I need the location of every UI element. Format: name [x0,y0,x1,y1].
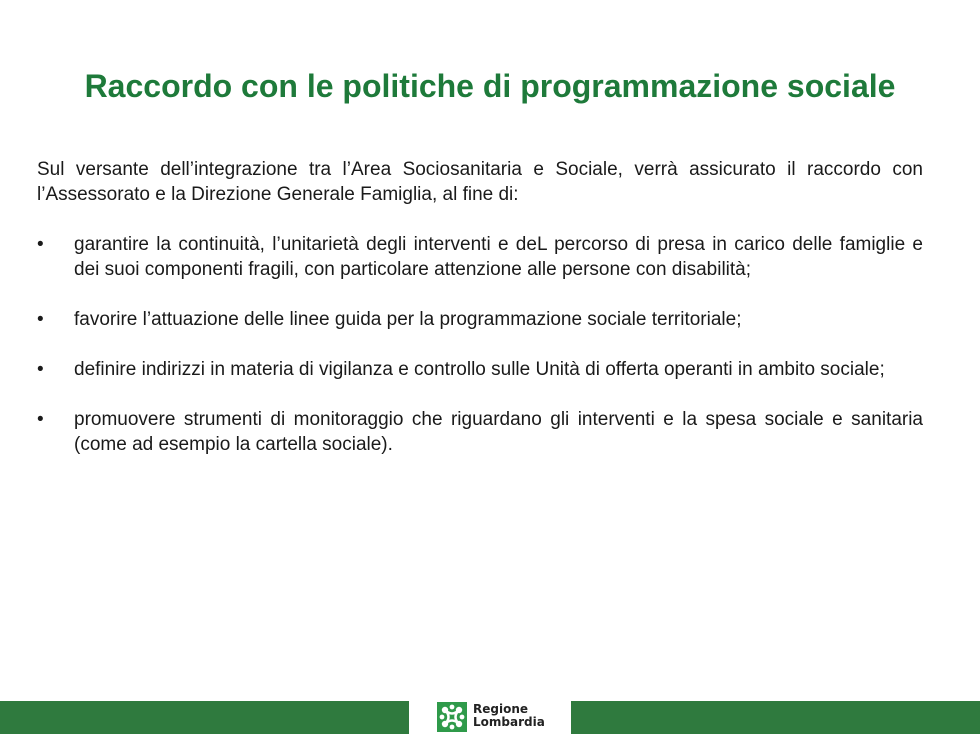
slide-title: Raccordo con le politiche di programmazione sociale [84,68,896,104]
logo-text [473,703,545,729]
bullet-dot-icon: • [37,409,44,430]
bullet-item-4 [37,407,923,457]
bullet-text-1: garantire la continuità, l’unitarietà degli interventi e deL percorso di presa in carico delle famiglie e dei suoi componenti fragili, con particolare attenzione alle persone con disabilità; [74,234,923,280]
logo-line-lombardia: Lombardia [473,715,545,729]
bullet-item-2 [37,307,923,332]
bullet-text-2: favorire l’attuazione delle linee guida per la programmazione sociale territoriale; [74,309,742,330]
intro-paragraph: Sul versante dell’integrazione tra l’Area Sociosanitaria e Sociale, verrà assicurato il raccordo con l’Assessorato e la Direzione Generale Famiglia, al fine di: [37,159,923,205]
bullet-dot-icon: • [37,359,44,380]
bullet-text-4: promuovere strumenti di monitoraggio che riguardano gli interventi e la spesa sociale e sanitaria (come ad esempio la cartella sociale). [74,409,923,455]
rosa-camuna-icon [437,702,467,732]
bullet-dot-icon: • [37,234,44,255]
bullet-list [37,232,923,482]
bullet-dot-icon: • [37,309,44,330]
logo-line-regione: Regione [473,702,529,716]
bullet-item-1 [37,232,923,282]
bullet-text-3: definire indirizzi in materia di vigilanza e controllo sulle Unità di offerta operanti in ambito sociale; [74,359,885,380]
bullet-item-3 [37,357,923,382]
regione-lombardia-logo [409,699,571,734]
